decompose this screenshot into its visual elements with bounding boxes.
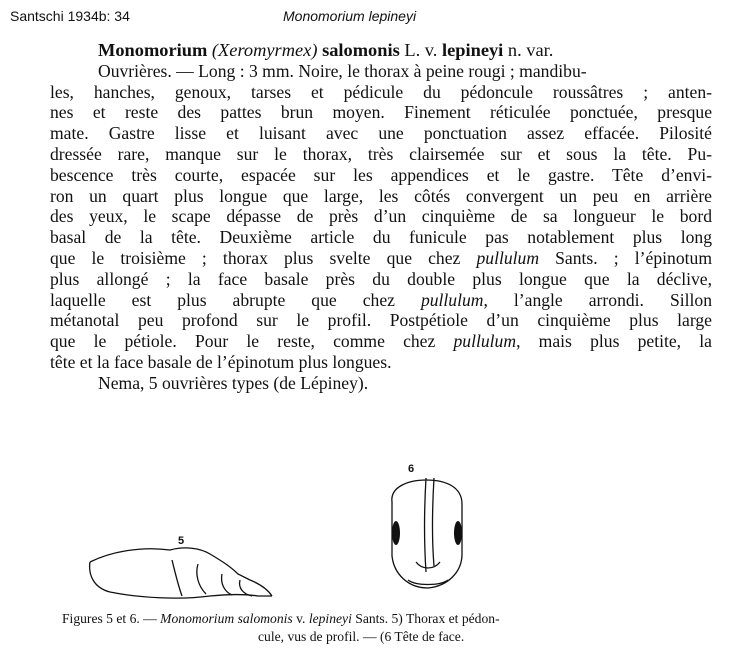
header-taxon: Monomorium lepineyi [283,8,417,24]
text-line: les, hanches, genoux, tarses et pédicule du pédoncule roussâtres ; anten- [50,81,712,102]
text-line: nes et reste des pattes brun moyen. Finement réticulée ponctuée, presque [50,102,712,123]
species-epithet: pullulum [453,331,517,352]
text-line: mate. Gastre lisse et luisant avec une ponctuation assez effacée. Pilosité [50,123,712,144]
caption-species: Monomorium salomonis [160,611,293,626]
left-eye-icon [392,521,400,545]
text-line: plus allongé ; la face basale près du double plus longue que la déclive, [50,268,712,289]
closing-line: Nema, 5 ouvrières types (de Lépiney). [98,372,369,393]
species-epithet: pullulum [420,289,484,310]
species-description [50,40,712,394]
figure-caption [62,610,702,646]
subgenus-name: (Xeromyrmex) [211,40,318,60]
text-line: que le pétiole. Pour le reste, comme chez pullulum, mais plus petite, la [50,331,712,352]
text-line: tête et la face basale de l’épinotum plus longues. [50,351,392,372]
genus-name: Monomorium [98,40,208,60]
species-epithet: pullulum [476,247,540,268]
text-line: métanotal peu profond sur le profil. Postpétiole d’un cinquième plus large [50,310,712,331]
figure-6-head-front [378,462,478,597]
nomenclature-status: n. var. [507,40,554,60]
text-line: basal de la tête. Deuxième article du funicule pas notablement plus long [50,227,712,248]
species-name: salomonis [322,40,400,60]
figure-6-label: 6 [408,463,415,475]
variety-name: lepineyi [441,40,504,60]
figure-5-label: 5 [178,535,185,547]
species-title [50,40,712,61]
text-line: ron un quart plus longue que large, les côtés convergent un peu en arrière [50,185,712,206]
text-line: dressée rare, manque sur le thorax, très clairsemée sur et sous la tête. Pu- [50,143,712,164]
text-line: Ouvrières. — Long : 3 mm. Noire, le thorax à peine rougi ; mandibu- [98,60,587,81]
caption-variety: lepineyi [308,611,352,626]
header-source: Santschi 1934b: 34 [10,8,130,24]
species-author: L. v. [404,40,438,60]
figure-5-thorax-profile [80,530,280,605]
text-line: des yeux, le scape dépasse de près d’un cinquième de sa longueur le bord [50,206,712,227]
right-eye-icon [454,521,462,545]
text-line: bescence très courte, espacée sur les appendices et le gastre. Tête d’envi- [50,164,712,185]
text-line: laquelle est plus abrupte que chez pullulum, l’angle arrondi. Sillon [50,289,712,310]
text-line: que le troisième ; thorax plus svelte que chez pullulum Sants. ; l’épinotum [50,247,713,268]
caption-line-2: cule, vus de profil. — (6 Tête de face. [258,629,465,644]
caption-line-1: Figures 5 et 6. — Monomorium salomonis v. lepineyi Sants. 5) Thorax et pédon- [62,611,500,626]
